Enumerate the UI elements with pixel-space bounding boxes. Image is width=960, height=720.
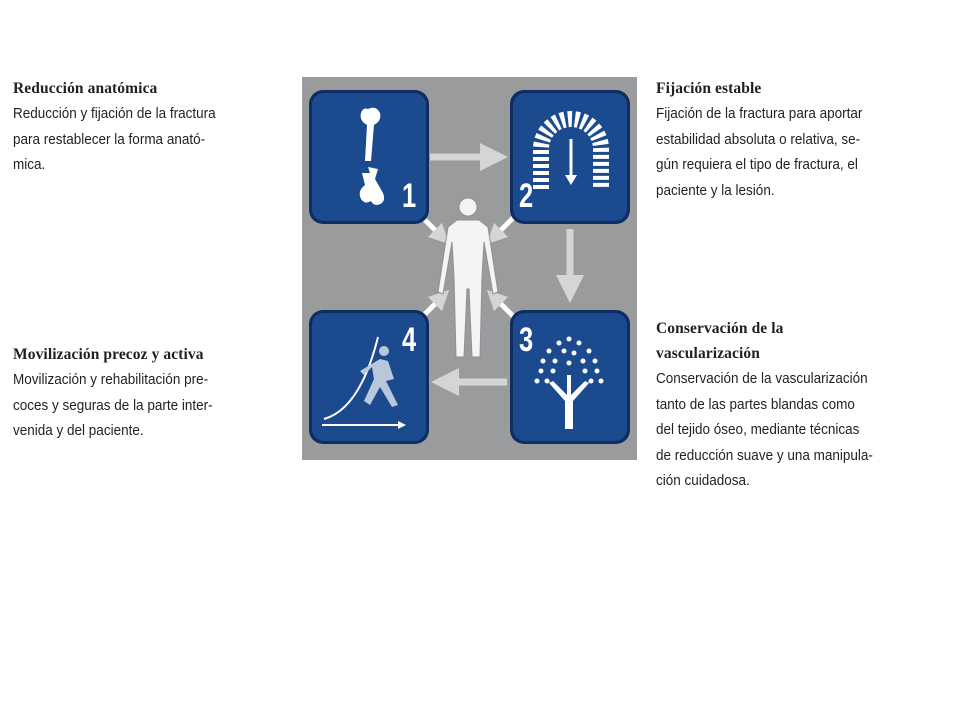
body-line: paciente y la lesión.	[656, 181, 775, 199]
body-line: del tejido óseo, mediante técnicas	[656, 421, 860, 438]
text-conservacion	[656, 316, 897, 494]
body-line: Reducción y fijación de la fractura	[13, 105, 216, 122]
heading-fijacion-estable: Fijación estable	[656, 80, 762, 97]
text-movilizacion	[13, 342, 235, 444]
tile-number: 1	[402, 177, 417, 215]
heading-line: vascularización	[656, 345, 760, 362]
body-line: Conservación de la vascularización	[656, 370, 868, 387]
tile-fijacion	[509, 89, 631, 225]
body-line: gún requiera el tipo de fractura, el	[656, 156, 858, 173]
body-line: venida y del paciente.	[13, 422, 144, 439]
heading-reduccion-anatomica: Reducción anatómica	[13, 80, 158, 97]
tile-reduccion	[308, 89, 430, 225]
body-line: de reducción suave y una manipula-	[656, 446, 873, 464]
tile-number: 4	[402, 321, 417, 359]
tile-number: 2	[519, 177, 534, 215]
heading-movilizacion: Movilización precoz y activa	[13, 346, 204, 363]
body-reduccion-anatomica	[13, 101, 216, 178]
human-figure-icon	[438, 198, 498, 357]
heading-conservacion	[656, 316, 897, 366]
body-conservacion	[656, 366, 873, 494]
body-line: mica.	[13, 156, 46, 173]
body-movilizacion	[13, 367, 213, 444]
heading-line: Conservación de la	[656, 320, 784, 337]
text-reduccion-anatomica	[13, 76, 238, 178]
tile-number: 3	[519, 321, 534, 359]
tile-movilizacion	[308, 309, 430, 445]
tile-conservacion	[509, 309, 631, 445]
diagram-panel	[302, 77, 637, 460]
body-line: Fijación de la fractura para aportar	[656, 105, 863, 122]
body-line: coces y seguras de la parte inter-	[13, 396, 213, 414]
body-line: para restablecer la forma anató-	[13, 130, 206, 148]
body-line: estabilidad absoluta o relativa, se-	[656, 130, 861, 148]
body-line: Movilización y rehabilitación pre-	[13, 371, 209, 388]
text-fijacion-estable	[656, 76, 885, 203]
body-line: ción cuidadosa.	[656, 472, 750, 489]
body-fijacion-estable	[656, 101, 862, 203]
body-line: tanto de las partes blandas como	[656, 395, 855, 413]
